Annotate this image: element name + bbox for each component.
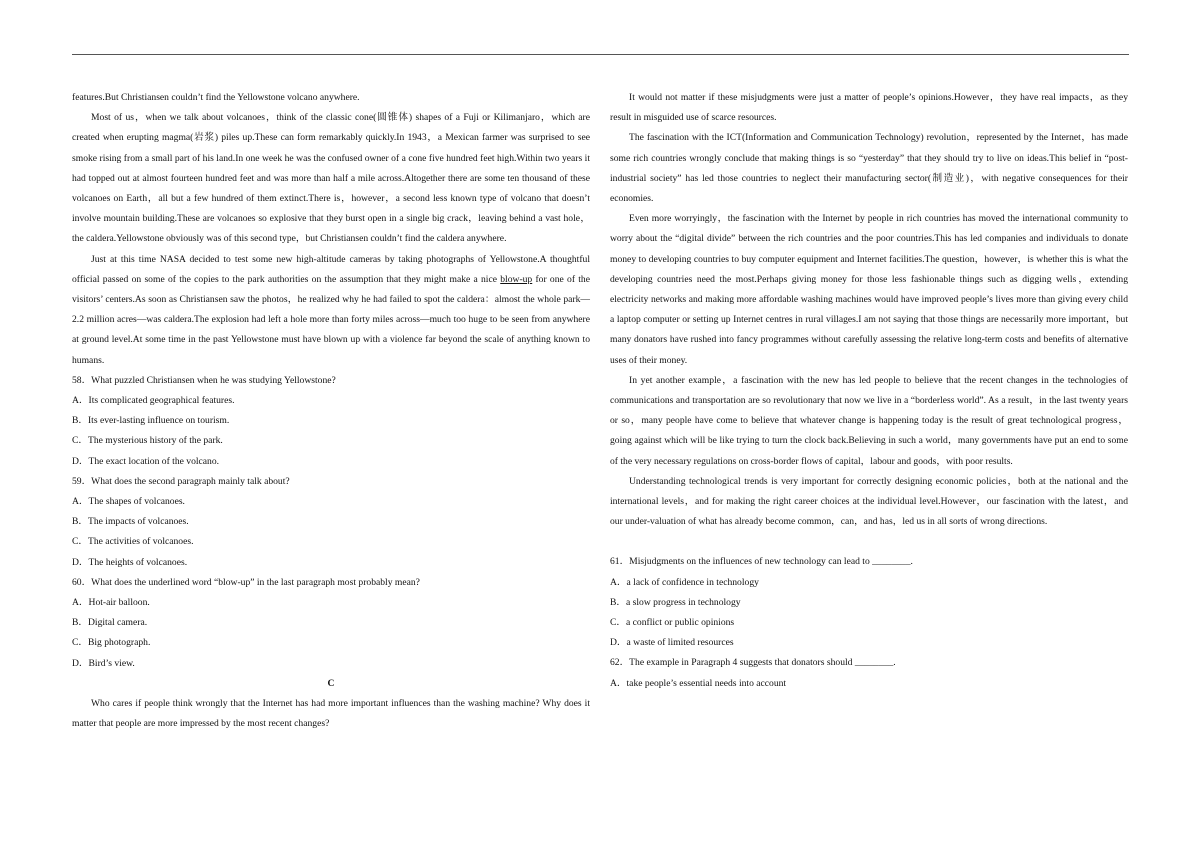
paragraph-5: Understanding technological trends is very important for correctly designing economic policies，both at the national and the international levels，and for making the right career choices at the individual level.However，our fascination with the latest，and our under-valuation of what has already become common，can，and has，led us in all sorts of wrong directions. bbox=[610, 475, 1128, 528]
option-58-c: C．The mysterious history of the park. bbox=[72, 435, 223, 447]
option-60-c: C．Big photograph. bbox=[72, 637, 151, 649]
option-61-a: A．a lack of confidence in technology bbox=[610, 576, 759, 588]
underlined-word: blow-up bbox=[500, 273, 533, 285]
option-59-a: A．The shapes of volcanoes. bbox=[72, 496, 185, 508]
paragraph-volcanoes: Most of us，when we talk about volcanoes，think of the classic cone(圆锥体) shapes of a Fuji or Kilimanjaro，which are created when erupting magma(岩浆) piles up.These can form remarkably quickly.In 1943，a Mexican farmer was surprised to see smoke rising from a small part of his land.In one week he was the confused owner of a cone five hundred feet high.Within two years it had topped out at almost fourteen hundred feet and was more than half a mile across.Altogether there are some ten thousand of these volcanoes on Earth，all but a few hundred of them extinct.There is，however，a second less known type of volcano that doesn’t involve mountain building.These are volcanoes so explosive that they burst open in a single big crack，leaving behind a vast hole，the caldera.Yellowstone obviously was of this second type，but Christiansen couldn’t find the caldera anywhere. bbox=[72, 112, 590, 245]
question-60: 60．What does the underlined word “blow-up” in the last paragraph most probably mean? bbox=[72, 576, 420, 588]
paragraph-nasa-part2: for one of the visitors’ centers.As soon as Christiansen saw the photos，he realized why he had failed to spot the caldera：almost the whole park—2.2 million acres—was caldera.The explosion had left a hole more than forty miles across—much too huge to be seen from anywhere at ground level.At some time in the past Yellowstone must have blown up with a violence far beyond the scale of anything known to humans. bbox=[72, 273, 590, 366]
option-60-b: B．Digital camera. bbox=[72, 617, 148, 629]
header-rule bbox=[72, 54, 1129, 55]
option-59-c: C．The activities of volcanoes. bbox=[72, 536, 194, 548]
paragraph-1: It would not matter if these misjudgments were just a matter of people’s opinions.However，they have real impacts，as they result in misguided use of scarce resources. bbox=[610, 92, 1128, 124]
option-61-d: D．a waste of limited resources bbox=[610, 637, 734, 649]
question-61: 61．Misjudgments on the influences of new technology can lead to ________. bbox=[610, 556, 913, 568]
spacer bbox=[610, 532, 1128, 552]
option-61-b: B．a slow progress in technology bbox=[610, 596, 741, 608]
option-58-d: D．The exact location of the volcano. bbox=[72, 455, 220, 467]
option-60-a: A．Hot-air balloon. bbox=[72, 597, 150, 609]
option-62-a: A．take people’s essential needs into account bbox=[610, 677, 787, 689]
paragraph-4: In yet another example，a fascination with the new has led people to believe that the recent changes in the technologies of communications and transportation are so revolutionary that now we live in a “borderless world”. As a result，in the last twenty years or so，many people have come to believe that whatever change is happening today is the result of great technological progress，going against which will be like trying to turn the clock back.Believing in such a world，many governments have put an end to some of the very necessary regulations on cross-border flows of capital，labour and goods，with poor results. bbox=[610, 374, 1128, 467]
paragraph-intro-end: features.But Christiansen couldn’t find the Yellowstone volcano anywhere. bbox=[72, 92, 360, 103]
option-58-b: B．Its ever-lasting influence on tourism. bbox=[72, 415, 230, 427]
paragraph-2: The fascination with the ICT(Information and Communication Technology) revolution，represented by the Internet，has made some rich countries wrongly conclude that making things is so “yesterday” that they should try to live on ideas.This belief in “post-industrial society” has led those countries to neglect their manufacturing sector(制造业)，with negative consequences for their economies. bbox=[610, 132, 1128, 205]
left-column bbox=[72, 88, 590, 735]
right-column bbox=[610, 88, 1128, 694]
option-61-c: C．a conflict or public opinions bbox=[610, 617, 735, 629]
paragraph-c-intro: Who cares if people think wrongly that the Internet has had more important influences than the washing machine? Why does it matter that people are more impressed by the most recent changes? bbox=[72, 698, 590, 730]
paragraph-nasa-part1: Just at this time NASA decided to test some new high-altitude cameras by taking photographs of Yellowstone.A thoughtful official passed on some of the copies to the park authorities on the assumption that they might make a nice bbox=[72, 253, 590, 285]
paragraph-nasa bbox=[72, 250, 590, 371]
option-59-d: D．The heights of volcanoes. bbox=[72, 556, 188, 568]
question-62: 62．The example in Paragraph 4 suggests that donators should ________. bbox=[610, 657, 896, 669]
paragraph-3: Even more worryingly，the fascination with the Internet by people in rich countries has moved the international community to worry about the “digital divide” between the rich countries and the poor countries.This has led companies and individuals to donate money to developing countries to buy computer equipment and Internet facilities.The question，however，is whether this is what the developing countries need the most.Perhaps giving money for those less fashionable things such as digging wells，extending electricity networks and making more affordable washing machines would have improved people’s lives more than giving every child a laptop computer or setting up Internet centres in rural villages.I am not saying that those things are necessarily more important，but many donators have rushed into fancy programmes without carefully assessing the relative long-term costs and benefits of alternative uses of their money. bbox=[610, 213, 1128, 366]
option-60-d: D．Bird’s view. bbox=[72, 657, 135, 669]
section-c-heading: C bbox=[327, 677, 335, 689]
option-58-a: A．Its complicated geographical features. bbox=[72, 395, 235, 407]
option-59-b: B．The impacts of volcanoes. bbox=[72, 516, 189, 528]
question-59: 59．What does the second paragraph mainly talk about? bbox=[72, 475, 290, 487]
question-58: 58．What puzzled Christiansen when he was studying Yellowstone? bbox=[72, 374, 336, 386]
